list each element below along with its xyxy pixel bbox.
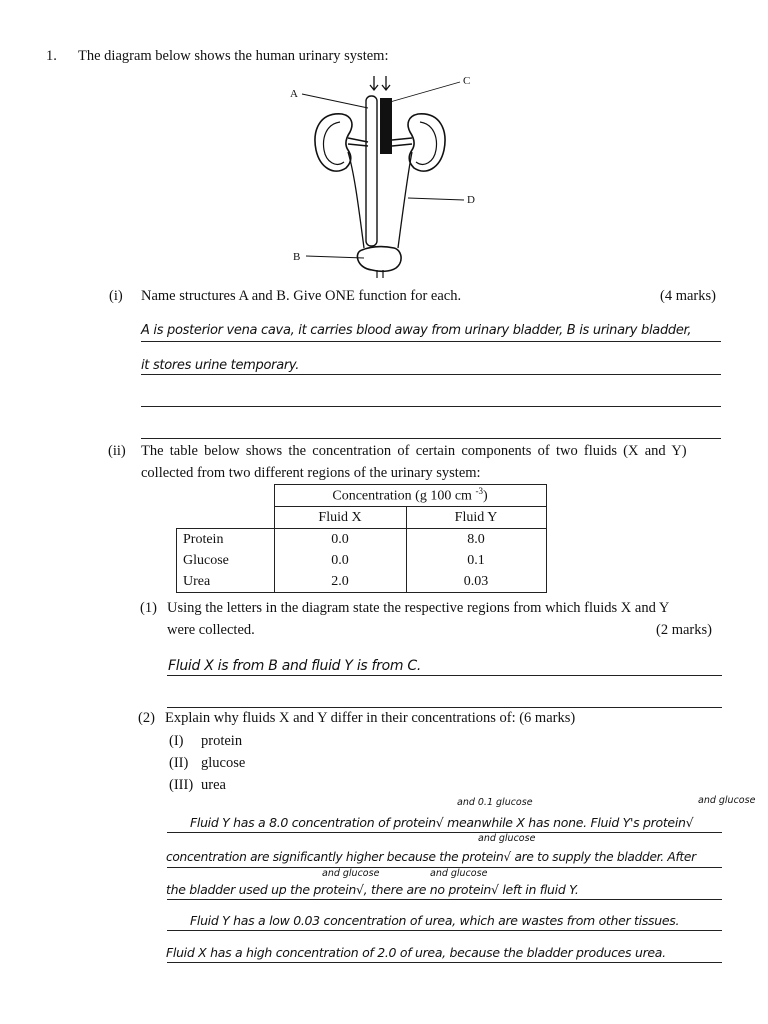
answer-i-line2: it stores urine temporary.: [141, 358, 300, 373]
sub1-prompt-line1: Using the letters in the diagram state the respective regions from which fluids X and Y: [167, 600, 670, 616]
cell-fluid-x: 0.0: [274, 550, 406, 571]
arrow-down-left: [370, 76, 378, 90]
leader-b: [306, 256, 364, 258]
answer-rule: [167, 832, 722, 833]
leader-d: [408, 198, 464, 200]
table-row: [177, 529, 547, 551]
vena-cava: [366, 96, 377, 246]
part-ii-numeral: (ii): [108, 443, 126, 459]
answer-i-line1: A is posterior vena cava, it carries blood away from urinary bladder, B is urinary bladder,: [141, 323, 692, 338]
sub1-marks: (2 marks): [656, 622, 712, 638]
item-numeral: (I): [169, 733, 184, 749]
part-i-numeral: (i): [109, 288, 123, 304]
table-row: [177, 550, 547, 571]
sub2-answer-line4: Fluid Y has a low 0.03 concentration of urea, which are wastes from other tissues.: [190, 913, 680, 928]
bladder: [357, 247, 401, 272]
row-label: Protein: [177, 529, 275, 551]
cell-fluid-y: 0.03: [406, 571, 546, 593]
sub1-answer: Fluid X is from B and fluid Y is from C.: [168, 658, 422, 674]
sub1-numeral: (1): [140, 600, 157, 616]
item-numeral: (III): [169, 777, 194, 793]
urinary-system-diagram: [280, 72, 480, 282]
insertion-note: and glucose: [322, 868, 380, 879]
cell-fluid-y: 0.1: [406, 550, 546, 571]
part-ii-prompt-line1: The table below shows the concentration of certain components of two fluids (X and Y): [141, 443, 687, 459]
part-i-marks: (4 marks): [660, 288, 716, 304]
sub2-answer-line2: concentration are significantly higher because the protein√ are to supply the bladder. After: [166, 850, 696, 864]
insertion-note: and 0.1 glucose: [457, 797, 533, 808]
concentration-header: Concentration (g 100 cm $^{-3}$): [274, 485, 546, 507]
answer-rule: [141, 341, 721, 342]
cell-fluid-x: 0.0: [274, 529, 406, 551]
diagram-label-c: C: [463, 75, 471, 87]
diagram-label-a: A: [290, 88, 298, 100]
item-text: protein: [201, 733, 243, 749]
answer-rule: [167, 867, 722, 868]
left-ureter: [348, 152, 364, 248]
row-label: Urea: [177, 571, 275, 593]
answer-rule: [167, 675, 722, 676]
concentration-table: [176, 484, 547, 593]
item-numeral: (II): [169, 755, 189, 771]
question-number: 1.: [46, 48, 57, 64]
item-text: urea: [201, 777, 226, 793]
insertion-note: and glucose: [478, 833, 536, 844]
part-ii-prompt-line2: collected from two different regions of the urinary system:: [141, 465, 481, 481]
leader-a: [302, 94, 368, 108]
sub2-answer-line5: Fluid X has a high concentration of 2.0 of urea, because the bladder produces urea.: [166, 945, 666, 960]
sub2-prompt: Explain why fluids X and Y differ in their concentrations of: (6 marks): [165, 710, 576, 726]
leader-c: [390, 82, 460, 102]
sub2-answer-line3: the bladder used up the protein√, there are no protein√ left in fluid Y.: [166, 882, 579, 897]
left-kidney: [315, 114, 352, 171]
right-ureter: [398, 152, 412, 248]
table-row: [177, 571, 547, 593]
answer-rule: [141, 374, 721, 375]
diagram-label-d: D: [467, 194, 475, 206]
item-text: glucose: [201, 755, 246, 771]
answer-rule: [167, 899, 722, 900]
cell-fluid-x: 2.0: [274, 571, 406, 593]
sub2-numeral: (2): [138, 710, 155, 726]
cell-fluid-y: 8.0: [406, 529, 546, 551]
insertion-note: and glucose: [430, 868, 488, 879]
answer-rule: [141, 406, 721, 407]
insertion-note: and glucose: [698, 795, 756, 806]
answer-rule: [167, 930, 722, 931]
col-header-fluid-x: Fluid X: [274, 507, 406, 529]
answer-rule: [167, 707, 722, 708]
sub2-answer-line1: Fluid Y has a 8.0 concentration of protein√ meanwhile X has none. Fluid Y's protein√: [190, 815, 694, 830]
row-label: Glucose: [177, 550, 275, 571]
diagram-label-b: B: [293, 251, 301, 263]
sub1-prompt-line2: were collected.: [167, 622, 255, 638]
col-header-fluid-y: Fluid Y: [406, 507, 546, 529]
answer-rule: [141, 438, 721, 439]
question-stem: The diagram below shows the human urinary system:: [78, 48, 389, 64]
right-kidney: [408, 114, 445, 171]
aorta: [380, 98, 392, 154]
arrow-down-right: [382, 76, 390, 90]
answer-rule: [167, 962, 722, 963]
part-i-prompt: Name structures A and B. Give ONE function for each.: [141, 288, 462, 304]
